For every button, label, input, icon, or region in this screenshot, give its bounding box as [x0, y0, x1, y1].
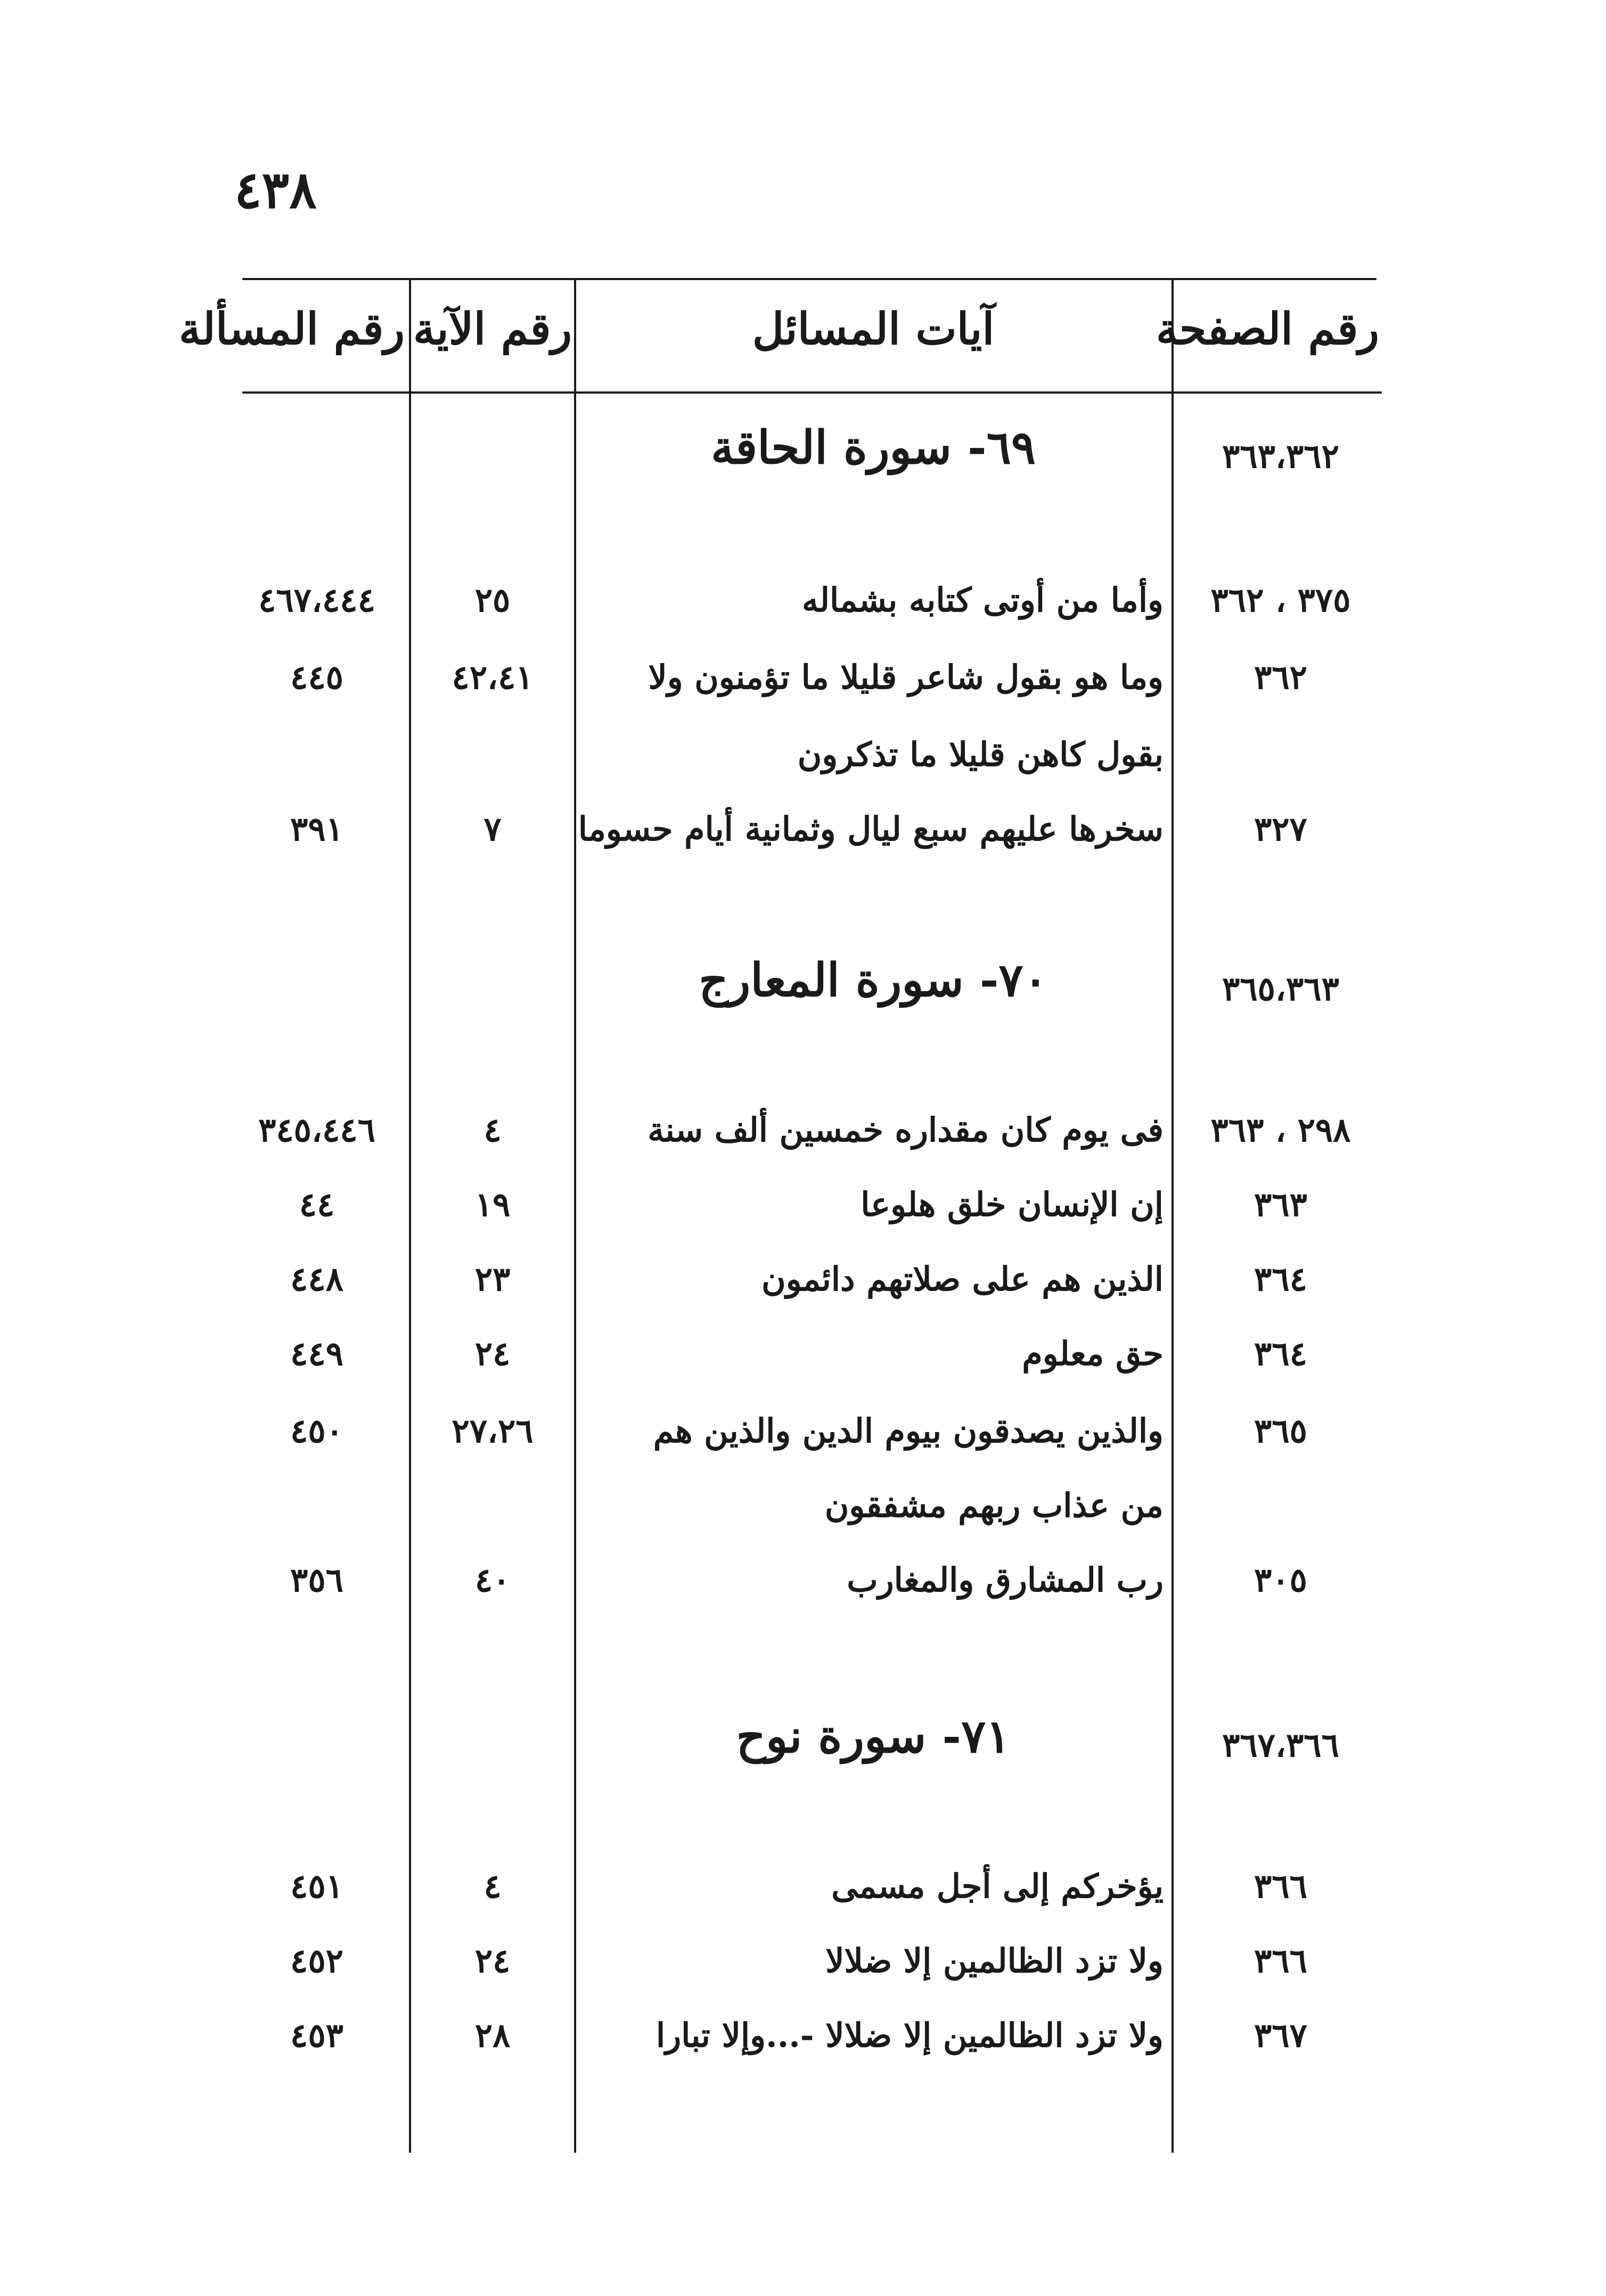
table-row	[0, 1110, 1606, 1180]
surah-heading-row	[0, 421, 1606, 490]
table-row	[0, 1867, 1606, 1936]
verse-text: يؤخركم إلى أجل مسمى	[831, 1867, 1163, 1906]
masala-number: ٤٦٧،٤٤٤	[258, 581, 375, 619]
verse-text: سخرها عليهم سبع ليال وثمانية أيام حسوما	[578, 810, 1163, 848]
page-ref: ٣٦٥	[1254, 1411, 1307, 1450]
masala-number: ٤٤	[299, 1185, 335, 1224]
surah-title: ٧٠- سورة المعارج	[699, 953, 1048, 1007]
surah-heading-row	[0, 1710, 1606, 1779]
masala-number: ٣٩١	[290, 810, 343, 848]
aya-number: ٢٣	[474, 1260, 511, 1298]
page-number: ٤٣٨	[234, 160, 317, 220]
masala-number: ٤٤٩	[290, 1334, 343, 1373]
masala-number: ٤٥٣	[290, 2016, 343, 2055]
verse-text: رب المشارق والمغارب	[847, 1560, 1163, 1599]
table-row	[0, 1334, 1606, 1403]
masala-number: ٤٤٥	[290, 658, 343, 697]
aya-number: ٢٤	[474, 1334, 511, 1373]
masala-number: ٤٤٨	[290, 1260, 343, 1298]
surah-pages: ٣٦٥،٣٦٣	[1222, 969, 1339, 1008]
aya-number: ٤٠	[474, 1560, 511, 1599]
page-ref: ٣٦٤	[1254, 1334, 1307, 1373]
aya-number: ٤٢،٤١	[452, 658, 534, 697]
verse-continuation: بقول كاهن قليلا ما تذكرون	[797, 735, 1163, 774]
verse-text: إن الإنسان خلق هلوعا	[861, 1185, 1163, 1224]
masala-number: ٤٥٠	[290, 1411, 343, 1450]
table-row	[0, 2016, 1606, 2085]
page-ref: ٣٦٦	[1254, 1941, 1307, 1980]
page-ref: ٣٢٧	[1254, 810, 1307, 848]
header-bottom-rule	[242, 391, 1382, 394]
surah-title: ٧١- سورة نوح	[736, 1710, 1011, 1763]
surah-heading-row	[0, 953, 1606, 1023]
aya-number: ٢٥	[474, 581, 511, 619]
verse-text: فى يوم كان مقداره خمسين ألف سنة	[648, 1110, 1163, 1149]
table-top-rule	[242, 278, 1376, 280]
page-ref: ٣٦٧	[1254, 2016, 1307, 2055]
page-ref: ٣٧٥ ، ٣٦٢	[1210, 581, 1351, 619]
verse-text: والذين يصدقون بيوم الدين والذين هم	[653, 1411, 1163, 1450]
table-row	[0, 658, 1606, 727]
verse-continuation: من عذاب ربهم مشفقون	[824, 1486, 1163, 1525]
header-aya: رقم الآية	[413, 304, 572, 355]
page-ref: ٣٠٥	[1254, 1560, 1307, 1599]
aya-number: ٢٤	[474, 1941, 511, 1980]
verse-text: وما هو بقول شاعر قليلا ما تؤمنون ولا	[648, 658, 1163, 697]
page-ref: ٣٦٤	[1254, 1260, 1307, 1298]
masala-number: ٤٥١	[290, 1867, 343, 1906]
verse-text: الذين هم على صلاتهم دائمون	[761, 1260, 1163, 1298]
masala-number: ٣٤٥،٤٤٦	[258, 1110, 375, 1149]
header-masala: رقم المسألة	[178, 304, 405, 355]
verse-text: ولا تزد الظالمين إلا ضلالا	[825, 1941, 1163, 1980]
verse-text: وأما من أوتى كتابه بشماله	[801, 581, 1163, 619]
page-ref: ٣٦٢	[1254, 658, 1307, 697]
page-ref: ٣٦٣	[1254, 1185, 1307, 1224]
table-row	[0, 1560, 1606, 1630]
aya-number: ١٩	[474, 1185, 511, 1224]
aya-number: ٤	[484, 1867, 502, 1906]
page-ref: ٣٦٦	[1254, 1867, 1307, 1906]
aya-number: ٤	[484, 1110, 502, 1149]
header-verses: آيات المسائل	[752, 304, 995, 355]
table-row	[0, 810, 1606, 879]
page-ref: ٢٩٨ ، ٣٦٣	[1210, 1110, 1351, 1149]
surah-pages: ٣٦٣،٣٦٢	[1222, 437, 1339, 476]
table-row	[0, 1185, 1606, 1254]
table-row	[0, 581, 1606, 650]
table-row	[0, 1941, 1606, 2011]
surah-pages: ٣٦٧،٣٦٦	[1222, 1726, 1339, 1764]
verse-text: حق معلوم	[1022, 1334, 1163, 1373]
header-page: رقم الصفحة	[1156, 304, 1379, 355]
surah-title: ٦٩- سورة الحاقة	[710, 421, 1036, 475]
masala-number: ٣٥٦	[290, 1560, 343, 1599]
masala-number: ٤٥٢	[290, 1941, 343, 1980]
aya-number: ٢٧،٢٦	[452, 1411, 534, 1450]
table-row	[0, 1260, 1606, 1329]
aya-number: ٢٨	[474, 2016, 511, 2055]
verse-text: ولا تزد الظالمين إلا ضلالا -...وإلا تبارا	[655, 2016, 1163, 2055]
aya-number: ٧	[484, 810, 502, 848]
table-row	[0, 1411, 1606, 1481]
